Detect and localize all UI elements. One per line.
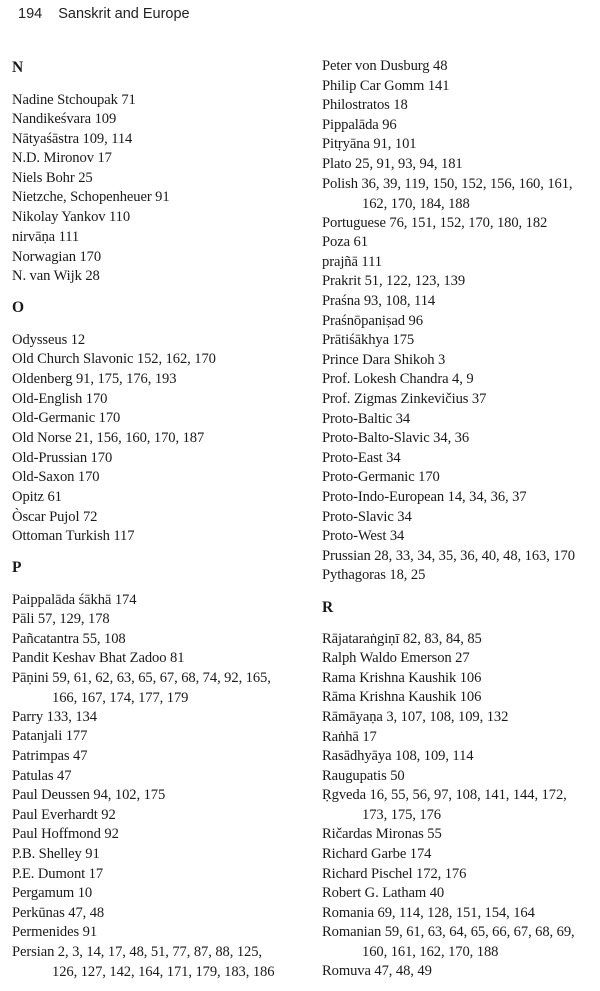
index-entry: [322, 390, 486, 410]
index-entry: [322, 884, 444, 904]
section-letter-n: N: [12, 59, 24, 76]
index-entry-text: Nātyaśāstra 109, 114: [12, 131, 133, 147]
index-entry-continuation: 166, 167, 174, 177, 179: [52, 689, 189, 706]
index-entry-text: Prussian 28, 33, 34, 35, 36, 40, 48, 163, 170: [322, 548, 575, 564]
index-entry-text: Pippalāda 96: [322, 117, 397, 133]
index-entry-text: Old-English 170: [12, 391, 108, 407]
index-entry-text: Proto-East 34: [322, 450, 401, 466]
section-letter-r: R: [322, 599, 334, 616]
index-entry-text: Plato 25, 91, 93, 94, 181: [322, 156, 463, 172]
index-entry: [12, 228, 79, 248]
index-entry: [12, 747, 87, 767]
index-entry-text: Prince Dara Shikoh 3: [322, 352, 446, 368]
index-entry-text: Rāma Krishna Kaushik 106: [322, 689, 482, 705]
index-entry: [322, 77, 449, 97]
index-entry-continuation: 162, 170, 184, 188: [362, 195, 470, 212]
index-entry-text: Paul Everhardt 92: [12, 807, 116, 823]
index-entry-text: Pythagoras 18, 25: [322, 567, 426, 583]
index-entry-text: Old Church Slavonic 152, 162, 170: [12, 351, 216, 367]
index-entry: [322, 923, 575, 962]
index-entry-text: Pāṇini 59, 61, 62, 63, 65, 67, 68, 74, 92, 165,: [12, 670, 271, 686]
index-entry: [322, 96, 408, 116]
index-entry: [12, 331, 85, 351]
index-entry: [322, 370, 474, 390]
index-entry-text: Romanian 59, 61, 63, 64, 65, 66, 67, 68, 69,: [322, 924, 575, 940]
index-entry-text: Rājataraṅgiṇī 82, 83, 84, 85: [322, 631, 482, 647]
index-entry-text: Prakrit 51, 122, 123, 139: [322, 273, 466, 289]
index-entry-text: Prātiśākhya 175: [322, 332, 415, 348]
index-entry-text: Niels Bohr 25: [12, 170, 93, 186]
index-entry: [322, 547, 575, 567]
index-entry: [322, 488, 527, 508]
index-entry-text: Romuva 47, 48, 49: [322, 963, 432, 979]
index-entry-text: Ṛgveda 16, 55, 56, 97, 108, 141, 144, 172,: [322, 787, 567, 803]
index-entry-text: Rāmāyaṇa 3, 107, 108, 109, 132: [322, 709, 509, 725]
index-entry: [322, 468, 440, 488]
index-entry-text: Ralph Waldo Emerson 27: [322, 650, 470, 666]
index-entry-text: Praśnōpaniṣad 96: [322, 313, 423, 329]
index-entry-text: Patanjali 177: [12, 728, 88, 744]
index-entry-text: Norwagian 170: [12, 249, 102, 265]
index-entry-text: Rasādhyāya 108, 109, 114: [322, 748, 474, 764]
index-entry-text: Persian 2, 3, 14, 17, 48, 51, 77, 87, 88, 125,: [12, 944, 262, 960]
index-entry: [322, 708, 508, 728]
index-entry: [12, 708, 97, 728]
index-entry: [322, 649, 470, 669]
index-entry: [322, 331, 414, 351]
index-entry: [12, 865, 103, 885]
index-entry: [12, 350, 216, 370]
index-entry: [12, 591, 136, 611]
index-entry: [12, 767, 71, 787]
index-entry-text: Richard Pischel 172, 176: [322, 866, 467, 882]
index-entry: [322, 566, 425, 586]
index-entry-text: Robert G. Latham 40: [322, 885, 445, 901]
index-entry: [12, 527, 134, 547]
index-entry-text: Nietzche, Schopenheuer 91: [12, 189, 170, 205]
index-entry: [12, 208, 130, 228]
index-entry: [322, 747, 473, 767]
index-entry-text: Opitz 61: [12, 489, 62, 505]
index-entry-text: prajñā 111: [322, 254, 382, 270]
index-entry-text: Old-Germanic 170: [12, 410, 121, 426]
index-entry-text: Prof. Zigmas Zinkevičius 37: [322, 391, 487, 407]
index-entry: [322, 233, 368, 253]
index-entry: [12, 845, 100, 865]
index-entry: [12, 188, 170, 208]
index-entry: [322, 449, 401, 469]
index-entry-text: Polish 36, 39, 119, 150, 152, 156, 160, 161,: [322, 176, 573, 192]
index-entry-text: Paippalāda śākhā 174: [12, 592, 137, 608]
index-entry: [12, 669, 271, 708]
index-entry: [12, 923, 97, 943]
index-entry-continuation: 173, 175, 176: [362, 806, 441, 823]
index-entry: [322, 904, 535, 924]
index-entry: [322, 410, 410, 430]
index-entry-text: Philip Car Gomm 141: [322, 78, 450, 94]
index-entry: [12, 610, 110, 630]
index-entry-text: Proto-Germanic 170: [322, 469, 440, 485]
index-entry: [12, 267, 100, 287]
index-entry-text: Nadine Stchoupak 71: [12, 92, 136, 108]
index-entry-text: Prof. Lokesh Chandra 4, 9: [322, 371, 474, 387]
index-entry: [12, 149, 112, 169]
index-entry-text: Old Norse 21, 156, 160, 170, 187: [12, 430, 205, 446]
index-entry: [12, 409, 120, 429]
index-entry: [12, 884, 92, 904]
index-entry: [12, 429, 204, 449]
index-entry: [12, 727, 87, 747]
index-entry-text: Pitṛyāna 91, 101: [322, 136, 417, 152]
index-entry-text: Proto-Slavic 34: [322, 509, 412, 525]
index-entry: [12, 806, 116, 826]
index-entry: [12, 630, 126, 650]
index-entry: [322, 865, 466, 885]
index-entry-text: Ričardas Mironas 55: [322, 826, 442, 842]
index-entry-text: Proto-Balto-Slavic 34, 36: [322, 430, 470, 446]
index-entry: [322, 57, 447, 77]
index-entry: [322, 527, 404, 547]
index-entry-text: Portuguese 76, 151, 152, 170, 180, 182: [322, 215, 548, 231]
index-entry-text: Patrimpas 47: [12, 748, 88, 764]
index-entry-text: Richard Garbe 174: [322, 846, 432, 862]
index-entry-text: Oldenberg 91, 175, 176, 193: [12, 371, 177, 387]
index-entry: [12, 904, 104, 924]
index-entry-text: P.E. Dumont 17: [12, 866, 104, 882]
index-entry: [322, 214, 547, 234]
index-entry: [12, 786, 165, 806]
index-entry-text: P.B. Shelley 91: [12, 846, 100, 862]
index-entry-text: Pandit Keshav Bhat Zadoo 81: [12, 650, 185, 666]
index-entry: [322, 669, 481, 689]
index-entry-text: Odysseus 12: [12, 332, 86, 348]
index-entry-text: Pañcatantra 55, 108: [12, 631, 126, 647]
running-header: [18, 6, 190, 22]
index-entry-text: Parry 133, 134: [12, 709, 97, 725]
index-entry-text: Proto-Indo-European 14, 34, 36, 37: [322, 489, 527, 505]
index-entry-text: Nikolay Yankov 110: [12, 209, 131, 225]
index-entry-text: Òscar Pujol 72: [12, 509, 98, 525]
index-entry-text: Proto-West 34: [322, 528, 405, 544]
index-entry-text: Raugupatis 50: [322, 768, 405, 784]
index-entry-text: Perkūnas 47, 48: [12, 905, 105, 921]
index-entry: [12, 390, 107, 410]
index-entry: [12, 169, 93, 189]
index-entry: [322, 825, 442, 845]
index-entry-text: Rama Krishna Kaushik 106: [322, 670, 482, 686]
index-entry: [322, 630, 482, 650]
index-entry: [12, 468, 99, 488]
index-entry-text: Proto-Baltic 34: [322, 411, 411, 427]
index-entry: [322, 767, 405, 787]
index-entry: [12, 449, 112, 469]
index-entry: [12, 825, 119, 845]
index-entry: [322, 962, 432, 982]
index-entry: [322, 845, 431, 865]
index-entry-continuation: 126, 127, 142, 164, 171, 179, 183, 186: [52, 963, 275, 980]
index-entry: [322, 253, 382, 273]
index-entry-text: Paul Deussen 94, 102, 175: [12, 787, 166, 803]
index-entry-continuation: 160, 161, 162, 170, 188: [362, 943, 499, 960]
index-entry-text: Paul Hoffmond 92: [12, 826, 119, 842]
index-entry-text: Praśna 93, 108, 114: [322, 293, 436, 309]
index-entry: [322, 292, 435, 312]
section-letter-p: P: [12, 559, 22, 576]
index-entry: [12, 248, 101, 268]
index-entry-text: Romania 69, 114, 128, 151, 154, 164: [322, 905, 535, 921]
index-entry: [322, 312, 423, 332]
index-entry-text: Old-Saxon 170: [12, 469, 100, 485]
index-entry: [322, 175, 572, 214]
index-entry-text: Poza 61: [322, 234, 368, 250]
section-letter-o: O: [12, 299, 25, 316]
index-entry-text: Raṅhā 17: [322, 729, 377, 745]
index-entry: [322, 351, 445, 371]
index-entry: [322, 728, 377, 748]
index-entry-text: Philostratos 18: [322, 97, 408, 113]
index-entry: [12, 649, 184, 669]
running-title: Sanskrit and Europe: [58, 6, 190, 22]
index-entry-text: Patulas 47: [12, 768, 72, 784]
index-entry: [12, 488, 62, 508]
index-entry: [12, 508, 97, 528]
index-entry: [322, 688, 481, 708]
index-entry: [322, 135, 416, 155]
index-entry: [12, 370, 176, 390]
index-entry: [12, 130, 132, 150]
index-entry: [322, 116, 397, 136]
index-entry: [12, 91, 136, 111]
index-entry-text: N.D. Mironov 17: [12, 150, 112, 166]
index-entry: [322, 429, 469, 449]
index-entry-text: Pergamum 10: [12, 885, 93, 901]
index-entry: [322, 786, 567, 825]
index-entry: [12, 110, 116, 130]
index-entry: [322, 508, 412, 528]
index-entry: [12, 943, 274, 982]
index-entry-text: Peter von Dusburg 48: [322, 58, 448, 74]
index-entry-text: nirvāṇa 111: [12, 229, 80, 245]
index-entry-text: Old-Prussian 170: [12, 450, 113, 466]
index-entry-text: Permenides 91: [12, 924, 98, 940]
index-entry-text: N. van Wijk 28: [12, 268, 100, 284]
index-entry: [322, 155, 463, 175]
index-entry-text: Pāli 57, 129, 178: [12, 611, 110, 627]
index-entry-text: Ottoman Turkish 117: [12, 528, 135, 544]
index-entry-text: Nandikeśvara 109: [12, 111, 117, 127]
index-entry: [322, 272, 465, 292]
page-number: 194: [18, 6, 43, 22]
